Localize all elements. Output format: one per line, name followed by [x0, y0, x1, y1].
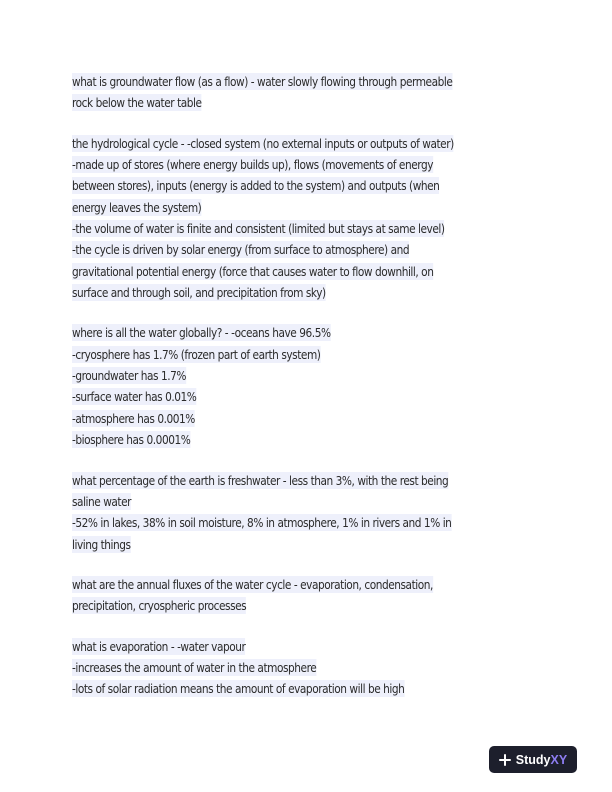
note-line [72, 491, 542, 512]
note-text: -atmosphere has 0.001% [72, 410, 195, 426]
note-text: -surface water has 0.01% [72, 389, 197, 405]
note-evaporation [72, 636, 542, 700]
note-text: precipitation, cryospheric processes [72, 598, 247, 614]
note-line [72, 408, 542, 429]
note-text: gravitational potential energy (force that causes water to flow downhill, on [72, 263, 434, 279]
note-text: -increases the amount of water in the atmosphere [72, 659, 317, 675]
note-line [72, 574, 542, 595]
studyxy-logo-text [516, 753, 567, 767]
note-text: energy leaves the system) [72, 199, 202, 215]
note-text: what is groundwater flow (as a flow) - water slowly flowing through permeable [72, 74, 453, 89]
note-line [72, 133, 542, 154]
note-line [72, 636, 542, 657]
plus-icon [499, 754, 511, 766]
note-line [72, 678, 542, 699]
note-hydrological-cycle [72, 133, 542, 304]
note-text: what are the annual fluxes of the water cycle - evaporation, condensation, [72, 576, 433, 592]
note-text: -the volume of water is finite and consistent (limited but stays at same level) [72, 221, 445, 237]
note-line [72, 657, 542, 678]
note-text: where is all the water globally? - -oceans have 96.5% [72, 325, 331, 341]
note-line [72, 92, 542, 113]
note-line [72, 534, 542, 555]
note-line [72, 261, 542, 282]
logo-text-main: Study [515, 752, 551, 767]
note-line [72, 429, 542, 450]
note-text: -made up of stores (where energy builds up), flows (movements of energy [72, 157, 434, 173]
note-line [72, 470, 542, 491]
note-line [72, 71, 542, 92]
notes-page [72, 71, 542, 719]
note-text: -groundwater has 1.7% [72, 368, 186, 384]
note-text: -biosphere has 0.0001% [72, 432, 191, 448]
note-text: living things [72, 536, 131, 552]
studyxy-logo-badge[interactable] [489, 746, 577, 773]
note-annual-fluxes [72, 574, 542, 617]
note-line [72, 322, 542, 343]
note-text: what percentage of the earth is freshwater - less than 3%, with the rest being [72, 472, 449, 488]
note-line [72, 154, 542, 175]
note-text: the hydrological cycle - -closed system (no external inputs or outputs of water) [72, 135, 454, 151]
note-line [72, 239, 542, 260]
note-line [72, 386, 542, 407]
note-text: -52% in lakes, 38% in soil moisture, 8% in atmosphere, 1% in rivers and 1% in [72, 515, 452, 531]
note-text: saline water [72, 493, 132, 509]
note-text: -cryosphere has 1.7% (frozen part of earth system) [72, 346, 321, 362]
note-line [72, 344, 542, 365]
note-text: -lots of solar radiation means the amount of evaporation will be high [72, 681, 405, 697]
note-line [72, 595, 542, 616]
note-text: -the cycle is driven by solar energy (from surface to atmosphere) and [72, 242, 410, 258]
note-line [72, 512, 542, 533]
note-line [72, 282, 542, 303]
note-text: rock below the water table [72, 95, 202, 111]
note-line [72, 197, 542, 218]
note-text: what is evaporation - -water vapour [72, 638, 246, 654]
note-freshwater [72, 470, 542, 555]
note-line [72, 218, 542, 239]
note-groundwater-flow [72, 71, 542, 114]
note-global-water [72, 322, 542, 450]
note-text: surface and through soil, and precipitation from sky) [72, 285, 326, 301]
note-line [72, 175, 542, 196]
logo-text-accent: XY [550, 752, 568, 767]
note-line [72, 365, 542, 386]
note-text: between stores), inputs (energy is added to the system) and outputs (when [72, 178, 440, 194]
